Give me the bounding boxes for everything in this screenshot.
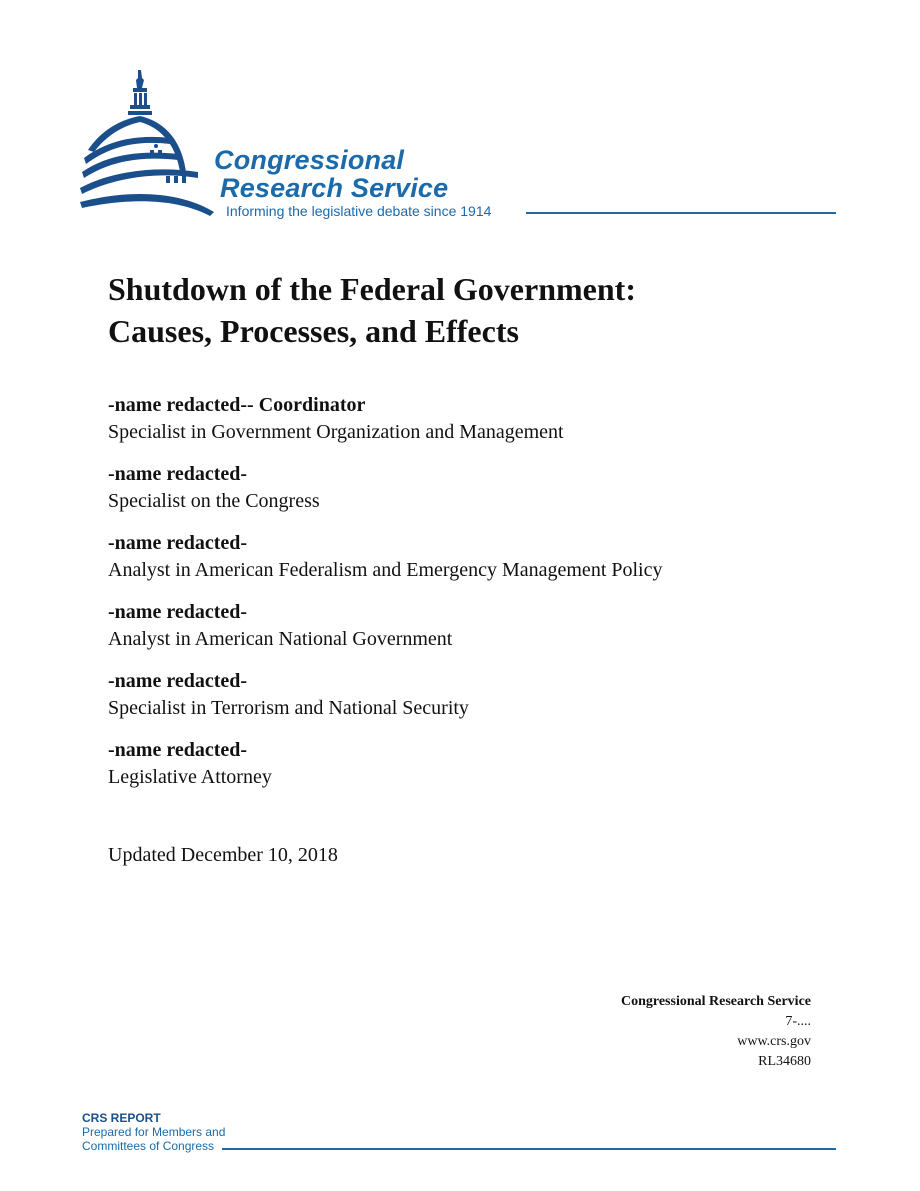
footer-line-2: Committees of Congress [82,1139,215,1153]
title-line-1: Shutdown of the Federal Government: [108,271,636,307]
report-number: RL34680 [758,1054,811,1069]
author-item [108,668,828,722]
author-name: -name redacted- [108,601,248,623]
author-title: Specialist on the Congress [108,490,320,512]
title-line-2: Causes, Processes, and Effects [108,313,519,349]
author-name: -name redacted- [108,532,248,554]
crs-logo [78,66,838,226]
contact-block [621,992,811,1072]
author-title: Analyst in American Federalism and Emergency Management Policy [108,559,663,581]
author-item [108,461,828,515]
author-list [108,392,828,806]
author-name: -name redacted- [108,670,248,692]
author-title: Legislative Attorney [108,766,272,788]
updated-date: Updated December 10, 2018 [108,844,338,866]
author-title: Specialist in Terrorism and National Security [108,697,469,719]
author-item [108,392,828,446]
logo-line-research-service: Research Service [220,173,449,203]
report-title [108,268,636,352]
author-name: -name redacted- [108,463,248,485]
footer-rule [222,1148,836,1150]
contact-org: Congressional Research Service [620,994,811,1009]
logo-line-congressional: Congressional [214,145,405,175]
author-item [108,599,828,653]
author-name: -name redacted-- Coordinator [108,394,366,416]
author-item [108,530,828,584]
author-item [108,737,828,791]
capitol-dome-icon [78,66,218,218]
author-name: -name redacted- [108,739,248,761]
logo-wordmark [214,146,491,219]
author-title: Analyst in American National Government [108,628,453,650]
contact-website[interactable]: www.crs.gov [737,1034,811,1049]
footer-line-1: Prepared for Members and [82,1125,226,1139]
footer-label [82,1111,225,1153]
contact-phone: 7-.... [785,1014,811,1029]
logo-tagline: Informing the legislative debate since 1914 [226,203,492,219]
header-rule [526,212,836,214]
footer-heading: CRS REPORT [82,1111,161,1125]
author-title: Specialist in Government Organization and Management [108,421,564,443]
